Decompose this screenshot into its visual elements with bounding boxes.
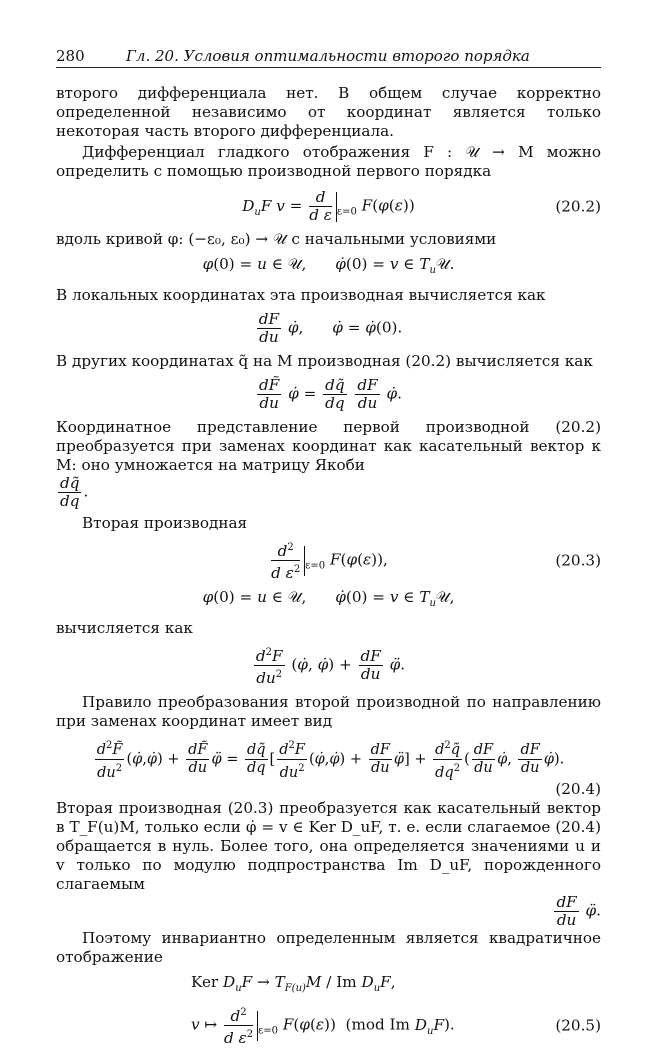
paragraph: Координатное представление первой производной (20.2) преобразуется при заменах координат как касательный вектор к M: оно умножается на матрицу Якоби [56, 418, 601, 474]
coordinate-change-derivative: $\frac{dF̃}{du}$ φ̇ = $\frac{dq̃}{dq}$ $\frac{dF}{du}$ φ̇. [259, 376, 402, 412]
paragraph: Поэтому инвариантно определенным является квадратичное отображение [56, 929, 601, 966]
equation-20-4: $\frac{d^2F̃}{du^2}$ (φ̇,φ̇) + $\frac{dF̃}{du}$ φ̈ = $\frac{dq̃}{dq}$ [ $\frac{d^2F}{du^2}$ (φ̇,φ̇) + $\frac{dF}{du}$ φ̈] + $\frac{d^2q̃}{dq^2}$ ( $\frac{dF}{du}$ φ̇, $\frac{dF}{du}$ φ̇). [56, 737, 601, 782]
paragraph: Дифференциал гладкого отображения F : 𝒰 → M можно определить с помощью производной первого порядка [56, 143, 601, 180]
term-formula: $\frac{dF}{du}$ φ̈. [556, 893, 601, 929]
local-derivative: $\frac{dF}{du}$ φ̇, φ̇ = φ̇(0). [258, 310, 403, 346]
initial-conditions-2: φ(0) = u ∈ 𝒰, φ̇(0) = v ∈ $T_u𝒰$, [202, 588, 455, 609]
equation-20-3: $\frac{d^2}{d \varepsilon^2}$ $_{\varepsilon=0}$ F(φ(ε)), (20.3) [56, 539, 601, 582]
equation-number: (20.4) [555, 780, 601, 798]
paragraph: Правило преобразования второй производной по направлению при заменах координат имеет вид [56, 693, 601, 730]
page-number: 280 [56, 47, 85, 65]
paragraph: Вторая производная [82, 514, 248, 532]
equation-20-5: v ↦ $\frac{d^2}{d \varepsilon^2}$ $_{\varepsilon=0}$ F(φ(ε)) (mod Im $D_uF$). (20.5) [56, 1004, 601, 1047]
paragraph: В локальных координатах эта производная вычисляется как [56, 286, 546, 304]
text-body [56, 84, 601, 1053]
jacobi-matrix: $\frac{dq̃}{dq}$ . [60, 474, 89, 510]
paragraph: вычисляется как [56, 619, 193, 637]
quadratic-map-line1: Ker $D_uF \to T_{F(u)}M / Im$ $D_uF$, [191, 973, 396, 994]
second-derivative-formula: $\frac{d^2F}{du^2}$ (φ̇, φ̇) + $\frac{dF}{du}$ φ̈. [56, 644, 601, 687]
initial-conditions: φ(0) = u ∈ 𝒰, φ̇(0) = v ∈ $T_u𝒰$. [202, 255, 455, 276]
equation-20-2: $D_uF$ v = $\frac{d}{\text{d ε}}$ $_{\varepsilon=0}$ F(φ(ε)) (20.2) [242, 188, 601, 224]
paragraph: В других координатах q̃ на M производная (20.2) вычисляется как [56, 352, 593, 370]
equation-number: (20.3) [555, 551, 601, 569]
equation-number: (20.5) [555, 1016, 601, 1034]
equation-number: (20.2) [555, 197, 601, 215]
running-title: Гл. 20. Условия оптимальности второго порядка [126, 47, 530, 65]
paragraph: Вторая производная (20.3) преобразуется как касательный вектор в T_F(u)M, только если φ̇ = v ∈ Ker D_uF, т. е. если слагаемое (20.4) обращается в нуль. Более того, она определяется значениями u и v только по модулю подпространства Im D_uF, порожденного слагаемым [56, 799, 601, 893]
paragraph: второго дифференциала нет. В общем случае корректно определенной независимо от координат является только некоторая часть второго дифференциала. [56, 84, 601, 140]
paragraph: вдоль кривой φ: (−ε₀, ε₀) → 𝒰 с начальными условиями [56, 230, 497, 248]
running-header [56, 45, 601, 68]
